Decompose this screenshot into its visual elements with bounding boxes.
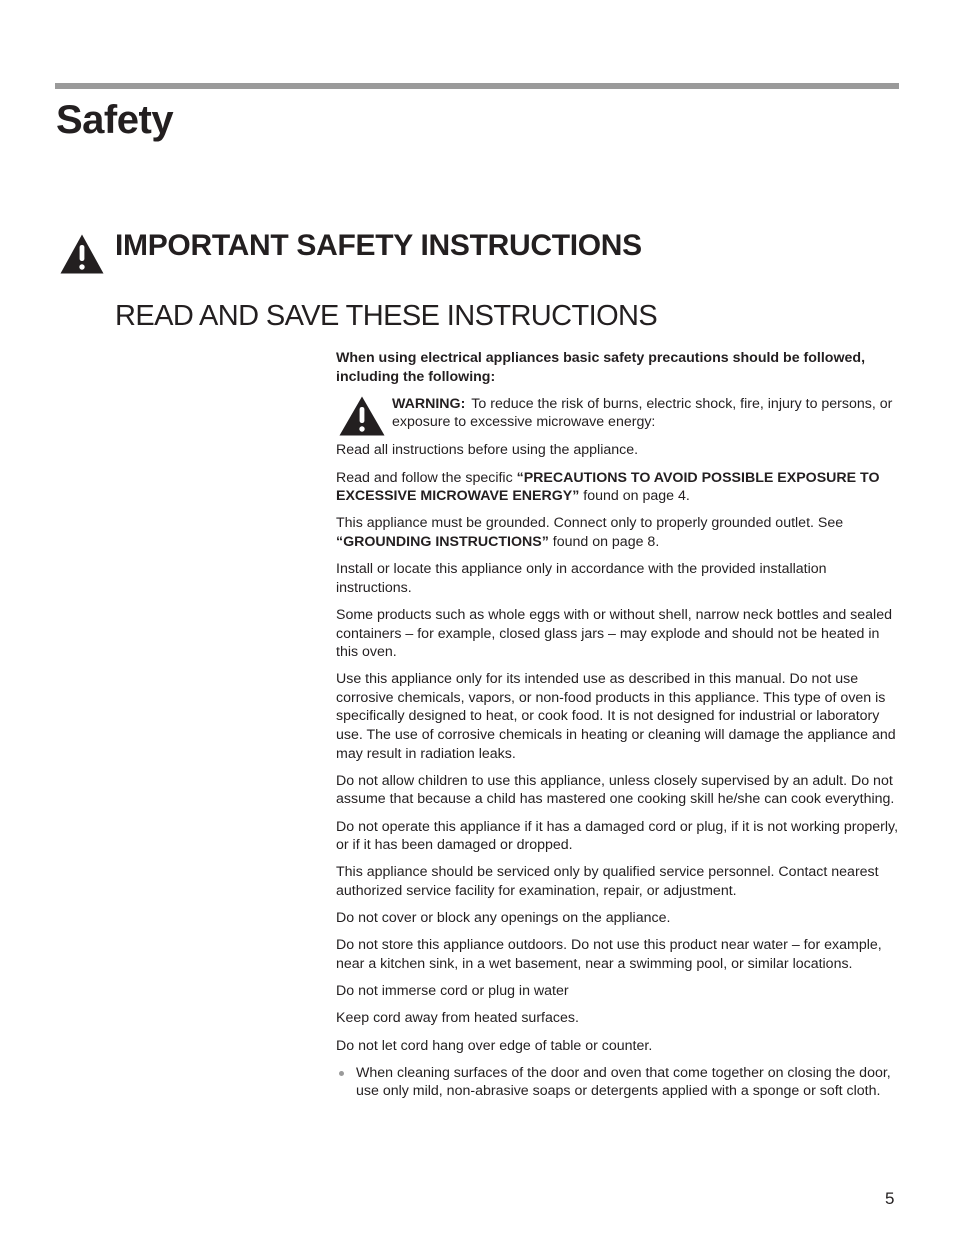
bullet-list: [336, 1064, 902, 1101]
instruction-paragraph: Some products such as whole eggs with or without shell, narrow neck bottles and sealed containers – for example, closed glass jars – may explode and should not be heated in this oven.: [336, 606, 892, 661]
bullet-item: When cleaning surfaces of the door and oven that come together on closing the door, use only mild, non-abrasive soaps or detergents applied with a sponge or soft cloth.: [336, 1064, 902, 1101]
instruction-paragraph: Use this appliance only for its intended use as described in this manual. Do not use corrosive chemicals, vapors, or non-food products in this appliance. This type of oven is specifically designed to heat, or cook food. It is not designed for industrial or laboratory use. The use of corrosive chemicals in heating or cleaning will damage the appliance and may result in radiation leaks.: [336, 671, 896, 762]
instruction-paragraph: Do not let cord hang over edge of table or counter.: [336, 1037, 653, 1054]
instruction-paragraph: [336, 514, 902, 551]
page-title: Safety: [56, 98, 174, 142]
instruction-paragraph: Install or locate this appliance only in accordance with the provided installation instructions.: [336, 561, 827, 596]
instruction-paragraph: This appliance should be serviced only by qualified service personnel. Contact nearest authorized service facility for examination, repair, or adjustment.: [336, 864, 879, 899]
paragraph-text: This appliance must be grounded. Connect only to properly grounded outlet. See: [336, 515, 844, 532]
intro-text: When using electrical appliances basic safety precautions should be followed, including the following:: [336, 350, 866, 385]
instruction-paragraph: Do not operate this appliance if it has a damaged cord or plug, if it is not working properly, or if it has been damaged or dropped.: [336, 818, 899, 854]
precautions-reference: “PRECAUTIONS TO AVOID POSSIBLE EXPOSURE TO EXCESSIVE MICROWAVE ENERGY”: [336, 469, 880, 505]
read-save-heading: READ AND SAVE THESE INSTRUCTIONS: [115, 300, 658, 332]
instruction-paragraph: Do not store this appliance outdoors. Do not use this product near water – for example, near a kitchen sink, in a wet basement, near a swimming pool, or similar locations.: [336, 937, 882, 972]
important-safety-heading: IMPORTANT SAFETY INSTRUCTIONS: [115, 229, 642, 262]
top-rule: [55, 83, 899, 89]
instruction-paragraph: [336, 469, 902, 506]
instruction-paragraph: Do not immerse cord or plug in water: [336, 983, 569, 1000]
instruction-paragraph: Read all instructions before using the appliance.: [336, 442, 639, 459]
safety-content: [336, 349, 902, 1101]
warning-label: WARNING:: [392, 395, 466, 412]
page-number: 5: [885, 1189, 895, 1208]
warning-triangle-icon: [59, 233, 105, 275]
instruction-paragraph: Do not cover or block any openings on the appliance.: [336, 910, 671, 927]
instruction-paragraph: Keep cord away from heated surfaces.: [336, 1010, 579, 1027]
paragraph-text: found on page 4.: [579, 488, 690, 505]
warning-text: To reduce the risk of burns, electric shock, fire, injury to persons, or exposure to excessive microwave energy:: [392, 395, 893, 431]
warning-block: [336, 395, 902, 433]
paragraph-text: found on page 8.: [548, 533, 660, 550]
paragraph-text: Read and follow the specific: [336, 469, 517, 486]
grounding-reference: “GROUNDING INSTRUCTIONS”: [336, 533, 549, 550]
instruction-paragraph: Do not allow children to use this appliance, unless closely supervised by an adult. Do not assume that because a child has mastered one cooking skill he/she can cook everything.: [336, 772, 895, 808]
